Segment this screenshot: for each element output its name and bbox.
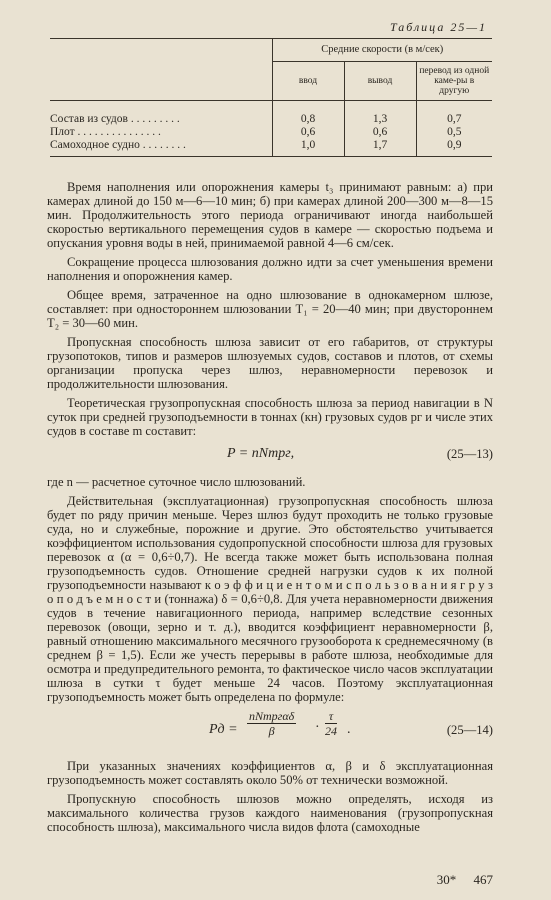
signature-mark: 30* (436, 872, 457, 887)
fraction-main (247, 709, 296, 738)
formula-25-14 (47, 709, 493, 753)
col-header-transfer: перевод из одной каме-ры в другую (416, 62, 492, 101)
cell-entry: 0,6 (272, 126, 344, 139)
paragraph: где n — расчетное суточное число шлюзований. (47, 475, 306, 489)
fraction-numerator: nNmpгαδ (249, 709, 295, 723)
row-name: Плот . . . . . . . . . . . . . . . (50, 126, 161, 138)
fraction-denominator: β (268, 724, 275, 738)
table-row (50, 139, 492, 157)
formula-25-13 (47, 443, 493, 469)
paragraph: Время наполнения или опорожнения камеры t₃ принимают равным: а) при камерах длиной до 150 м—6—10 мин; б) при камерах длиной 200—300 м—8—15 мин. Продолжительность этого периода ограничивают иногда наибольшей скоростью вертикального перемещения судов в камере — скоростью подъема и опускания уровня воды в ней, принимаемой равной 4—6 см/сек. (47, 180, 493, 250)
paragraph: Теоретическая грузопропускная способность шлюза за период навигации в N суток при средней грузоподъемности в тоннах (кн) грузовых судов pг и числе этих судов в составе m составит: (47, 396, 493, 438)
cell-transfer: 0,5 (416, 126, 492, 139)
paragraph: Пропускную способность шлюзов можно определять, исходя из максимального количества грузов каждого наименования (грузопропускная способность шлюза), максимального числа видов флота (самоходные (47, 792, 493, 834)
cell-exit: 1,3 (344, 113, 416, 126)
table-group-header: Средние скорости (в м/сек) (272, 39, 492, 62)
cell-entry: 1,0 (272, 139, 344, 157)
row-name: Состав из судов . . . . . . . . . (50, 113, 180, 125)
fraction-hours (325, 709, 337, 738)
cell-transfer: 0,7 (416, 113, 492, 126)
fraction-numerator: τ (325, 709, 337, 724)
cell-entry: 0,8 (272, 113, 344, 126)
multiply-dot: · (315, 720, 320, 735)
paragraph: При указанных значениях коэффициентов α, β и δ эксплуатационная грузоподъемность может составлять около 50% от технически возможной. (47, 759, 493, 787)
formula-expression: P = nNmpг, (227, 446, 295, 461)
cell-exit: 1,7 (344, 139, 416, 157)
page-footer (423, 872, 493, 888)
page-number: 467 (473, 872, 493, 887)
col-header-entry: ввод (272, 62, 344, 101)
table-row (50, 113, 492, 126)
paragraph: Действительная (эксплуатационная) грузопропускная способность шлюза будет по ряду причин меньше. Через шлюз будут проходить не только грузовые суда, но и служебные, порожние и другие. Это обстоятельство учитывается коэффициентом использования судопропускной способности шлюза для грузовых перевозок α (α = 0,6÷0,7). Не всегда также может быть использована полная грузоподъемность судов. Отношение средней нагрузки судов к их полной грузоподъемности называют к о э ф ф и ц и е н т о м и с п о л ь з о в а н и я г р у з о п о д ъ е м н о с т и (тоннажа) δ = 0,6÷0,8. Для учета неравномерности движения судов в течение навигационного периода, например вследствие сезонных перевозок (овощи, зерно и т. д.), вводится коэффициент неравномерности β, равный отношению максимального месячного грузооборота к среднемесячному (в среднем β = 1,5). Если же учесть перерывы в работе шлюза, необходимые для осмотра и предупредительного ремонта, то фактическое число часов эксплуатации шлюза в сутки τ будет меньше 24 часов. Поэтому эксплуатационная грузоподъемность может быть определена по формуле: (47, 494, 493, 704)
formula-lhs: Pд = (209, 722, 238, 737)
table-caption: Таблица 25—1 (389, 20, 487, 34)
speed-table (50, 38, 492, 157)
col-header-exit: вывод (344, 62, 416, 101)
fraction-denominator: 24 (325, 724, 337, 738)
equation-number: (25—14) (446, 723, 493, 737)
paragraph: Пропускная способность шлюза зависит от его габаритов, от структуры грузопотоков, типов и размеров шлюзуемых судов, составов и плотов, от схемы организации пропуска через шлюз, неравномерности перевозок и продолжительности шлюзования. (47, 335, 493, 391)
cell-transfer: 0,9 (416, 139, 492, 157)
row-name: Самоходное судно . . . . . . . . (50, 139, 272, 157)
cell-exit: 0,6 (344, 126, 416, 139)
formula-period: . (347, 722, 351, 737)
paragraph: Сокращение процесса шлюзования должно идти за счет уменьшения времени наполнения и опорожнения камер. (47, 255, 493, 283)
body-text (47, 180, 493, 839)
table-row (50, 126, 492, 139)
table-header-blank (50, 39, 272, 101)
paragraph: Общее время, затраченное на одно шлюзование в однокамерном шлюзе, составляет: при одностороннем шлюзовании T₁ = 20—40 мин; при двустороннем T₂ = 30—60 мин. (47, 288, 493, 330)
equation-number: (25—13) (446, 447, 493, 461)
